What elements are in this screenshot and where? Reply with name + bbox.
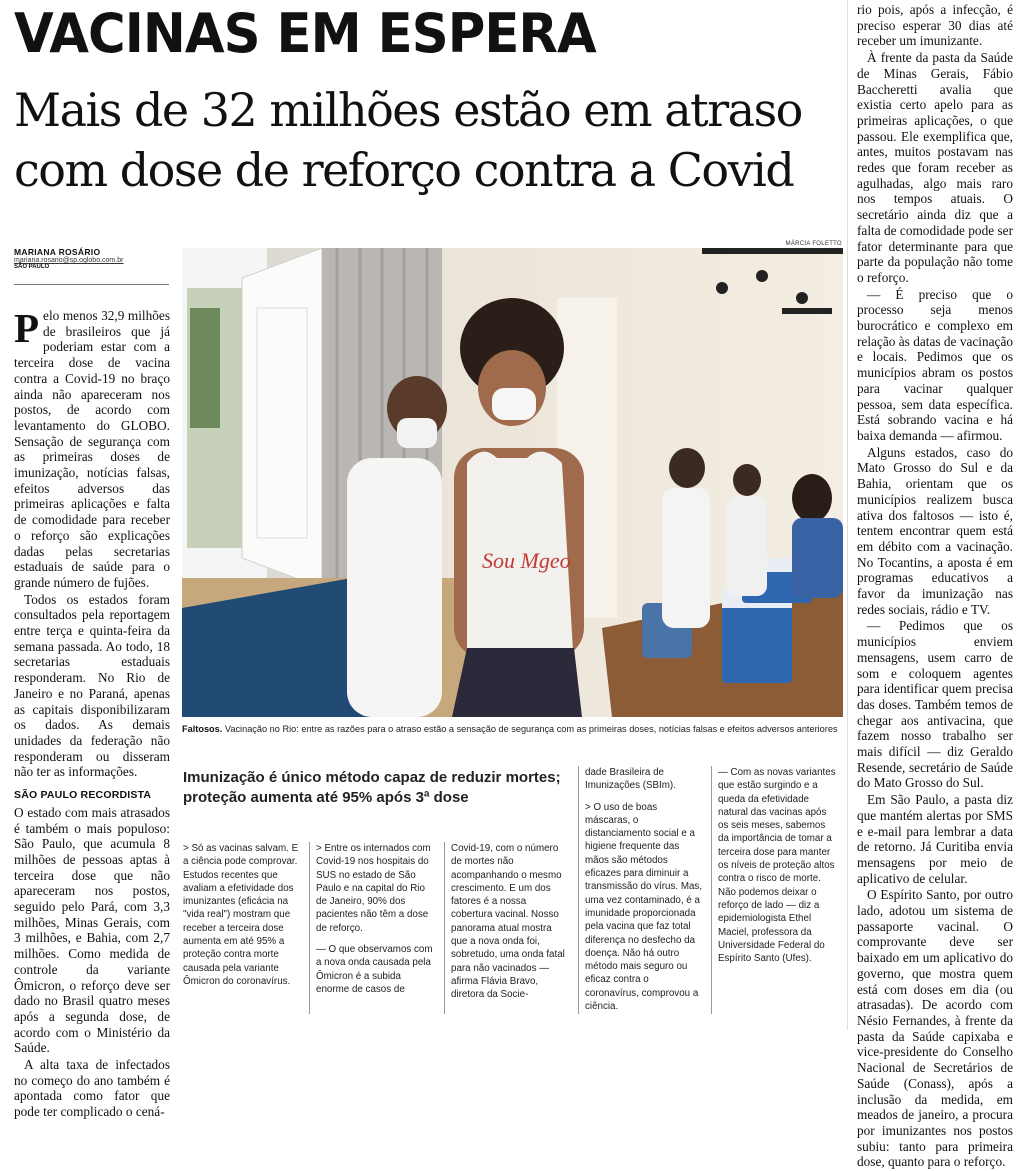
- article-paragraph: A alta taxa de infectados no começo do ano também é apontada como fator que pode ter complicado o cená-: [14, 1057, 170, 1120]
- article-paragraph: Em São Paulo, a pasta diz que mantém alertas por SMS e e-mail para lembrar a data de retorno. Já Curitiba envia mensagens por meio de aplicativo de celular.: [857, 792, 1013, 886]
- column-divider: [711, 766, 712, 1014]
- article-paragraph: — É preciso que o processo seja menos burocrático e complexo em relação às datas de vacinação e locais. Pedimos que os municípios abram os postos para vacinar qualquer pessoa, sem data específica. Está sobrando vacina e há baixa demanda — afirmou.: [857, 286, 1013, 443]
- vaccination-scene-illustration: [182, 248, 843, 717]
- article-column-right: [857, 2, 1013, 1171]
- box-paragraph: — Com as novas variantes que estão surgindo e a queda da efetividade natural das vacinas após os seis meses, sabemos da importância de tomar a terceira dose para manter os níveis de proteção altos contra o risco de morte. Não podemos deixar o reforço de lado — diz a epidemiologista Ethel Maciel, professora da Universidade Federal do Espírito Santo (Ufes).: [718, 767, 836, 965]
- column-divider: [847, 0, 848, 1030]
- section-kicker: VACINAS EM ESPERA: [14, 2, 596, 65]
- drop-cap: P: [14, 305, 40, 351]
- box-paragraph: — O que observamos com a nova onda causada pela Ômicron é a subida enorme de casos de: [316, 944, 433, 995]
- shirt-print-text: Sou Mgeo: [482, 548, 571, 573]
- subhead: SÃO PAULO RECORDISTA: [14, 789, 152, 802]
- article-paragraph: O estado com mais atrasados é também o mais populoso: São Paulo, que acumula 8 milhões de pessoas aptas à terceira dose que não apareceram nos postos, seguido pelo Pará, com 3,3 milhões, Minas Gerais, com 3 milhões, e Bahia, com 2,7 milhões. Como medida de controle da variante Ômicron, o reforço deve ser dado no Brasil quatro meses após a segunda dose, de acordo com o Ministério da Saúde.: [14, 804, 170, 1056]
- box-paragraph: dade Brasileira de Imunizações (SBIm).: [585, 767, 676, 792]
- box-column: [316, 842, 436, 1004]
- box-column: [183, 842, 301, 996]
- box-paragraph: > Entre os internados com Covid-19 nos hospitais do SUS no estado de São Paulo e na capital do Rio de Janeiro, 90% dos pacientes não têm a dose de reforço.: [316, 843, 431, 934]
- box-title: Imunização é único método capaz de reduzir mortes; proteção aumenta até 95% após 3ª dose: [183, 769, 561, 806]
- box-column: [451, 842, 569, 1010]
- byline: [14, 247, 182, 270]
- author-name: MARIANA ROSÁRIO: [14, 247, 101, 257]
- photo-credit: MÁRCIA FOLETTO: [785, 241, 842, 247]
- article-paragraph: rio pois, após a infecção, é preciso esperar 30 dias até receber um imunizante.: [857, 2, 1013, 49]
- caption-lead: Faltosos.: [182, 724, 223, 734]
- news-photo: [182, 248, 843, 717]
- author-email[interactable]: mariana.rosario@sp.oglobo.com.br: [14, 257, 124, 264]
- article-paragraph: O Espírito Santo, por outro lado, adotou um sistema de passaporte vacinal. O comprovante deve ser baixado em um aplicativo do governo, que mostra quem está com doses em dia (ou atrasadas). De acordo com Nésio Fernandes, à frente da pasta da Saúde capixaba e vice-presidente do Conselho Nacional de Secretários de Saúde (Conass), após a inclusão da medida, em meados de janeiro, a procura por imunizantes nos postos subiu: tanto para primeira dose, quanto para o reforço.: [857, 887, 1013, 1170]
- headline: Mais de 32 milhões estão em atraso com dose de reforço contra a Covid: [14, 83, 802, 197]
- box-paragraph: Covid-19, com o número de mortes não acompanhando o mesmo crescimento. E um dos fatores é a nossa cobertura vacinal. Nosso panorama atual mostra que a nova onda foi, sobretudo, uma onda fatal para não vacinados — afirma Flávia Bravo, diretora da Socie-: [451, 843, 565, 1001]
- box-paragraph: > Só as vacinas salvam. E a ciência pode comprovar. Estudos recentes que avaliam a efetividade dos imunizantes (eficácia na "vida real") mostram que receber a terceira dose aumenta em até 95% a proteção contra morte causada pela variante Ômicron do coronavírus.: [183, 843, 299, 987]
- box-column: [718, 766, 836, 973]
- article-paragraph: — Pedimos que os municípios enviem mensagens, usem carro de som e coloquem agentes para identificar quem precisa das doses. Também temos de chegar aos antivacina, que fazem nosso trabalho ser mais difícil — diz Geraldo Resende, secretário de Saúde do Mato Grosso do Sul.: [857, 618, 1013, 791]
- article-column-1: [14, 305, 170, 1121]
- column-divider: [309, 842, 310, 1014]
- article-paragraph: Pelo menos 32,9 milhões de brasileiros que já poderiam estar com a terceira dose de vacina contra a Covid-19 no braço ainda não apareceram nos postos, de acordo com levantamento do GLOBO. Sensação de segurança com as primeiras doses de imunização, notícias falsas, efeitos adversos das primeiras aplicações e falta de comodidade para receber o reforço são explicações dadas pelas secretarias estaduais de saúde para o grande número de fujões.: [14, 305, 170, 590]
- byline-rule: [14, 284, 169, 285]
- box-paragraph: > O uso de boas máscaras, o distanciamento social e a higiene frequente das mãos são métodos eficazes para diminuir a transmissão do vírus. Mas, uma vez contaminado, é a imunidade proporcionada pela vacina que faz total diferença no desfecho da doença. Não há outro método mais seguro ou eficaz contra o coronavírus, comprovou a ciência.: [585, 801, 703, 1013]
- box-column: [585, 766, 703, 1021]
- column-divider: [444, 842, 445, 1014]
- caption-text: Vacinação no Rio: entre as razões para o atraso estão a sensação de segurança com as primeiras doses, notícias falsas e efeitos adversos anteriores: [222, 724, 838, 734]
- article-paragraph: Todos os estados foram consultados pela reportagem entre terça e quinta-feira da semana passada. Ao todo, 18 secretarias estaduais responderam. No Rio de Janeiro e no Paraná, apenas as capitais disponibilizaram os dados. As demais unidades da federação não responderam ou disseram não ter as informações.: [14, 591, 170, 780]
- column-divider: [578, 766, 579, 1014]
- article-paragraph: À frente da pasta da Saúde de Minas Gerais, Fábio Baccheretti avalia que existia certo apelo para as primeiras aplicações, o que passou. Ele exemplifica que, antes, muitos postavam nas redes que foram receber as agulhadas, algo mais raro nos tempos atuais. O secretário ainda diz que a falta de comodidade pode ser fator determinante para que parte da população não tome o reforço.: [857, 50, 1013, 285]
- article-paragraph: Alguns estados, caso do Mato Grosso do Sul e da Bahia, orientam que os municípios realizem busca ativa dos faltosos — isto é, tentem encontrar quem está em débito com a vacinação. No Tocantins, a aposta é em programas educativos a favor da imunização nas redes sociais, rádio e TV.: [857, 444, 1013, 617]
- photo-caption: [182, 724, 843, 734]
- dateline: SÃO PAULO: [14, 264, 50, 270]
